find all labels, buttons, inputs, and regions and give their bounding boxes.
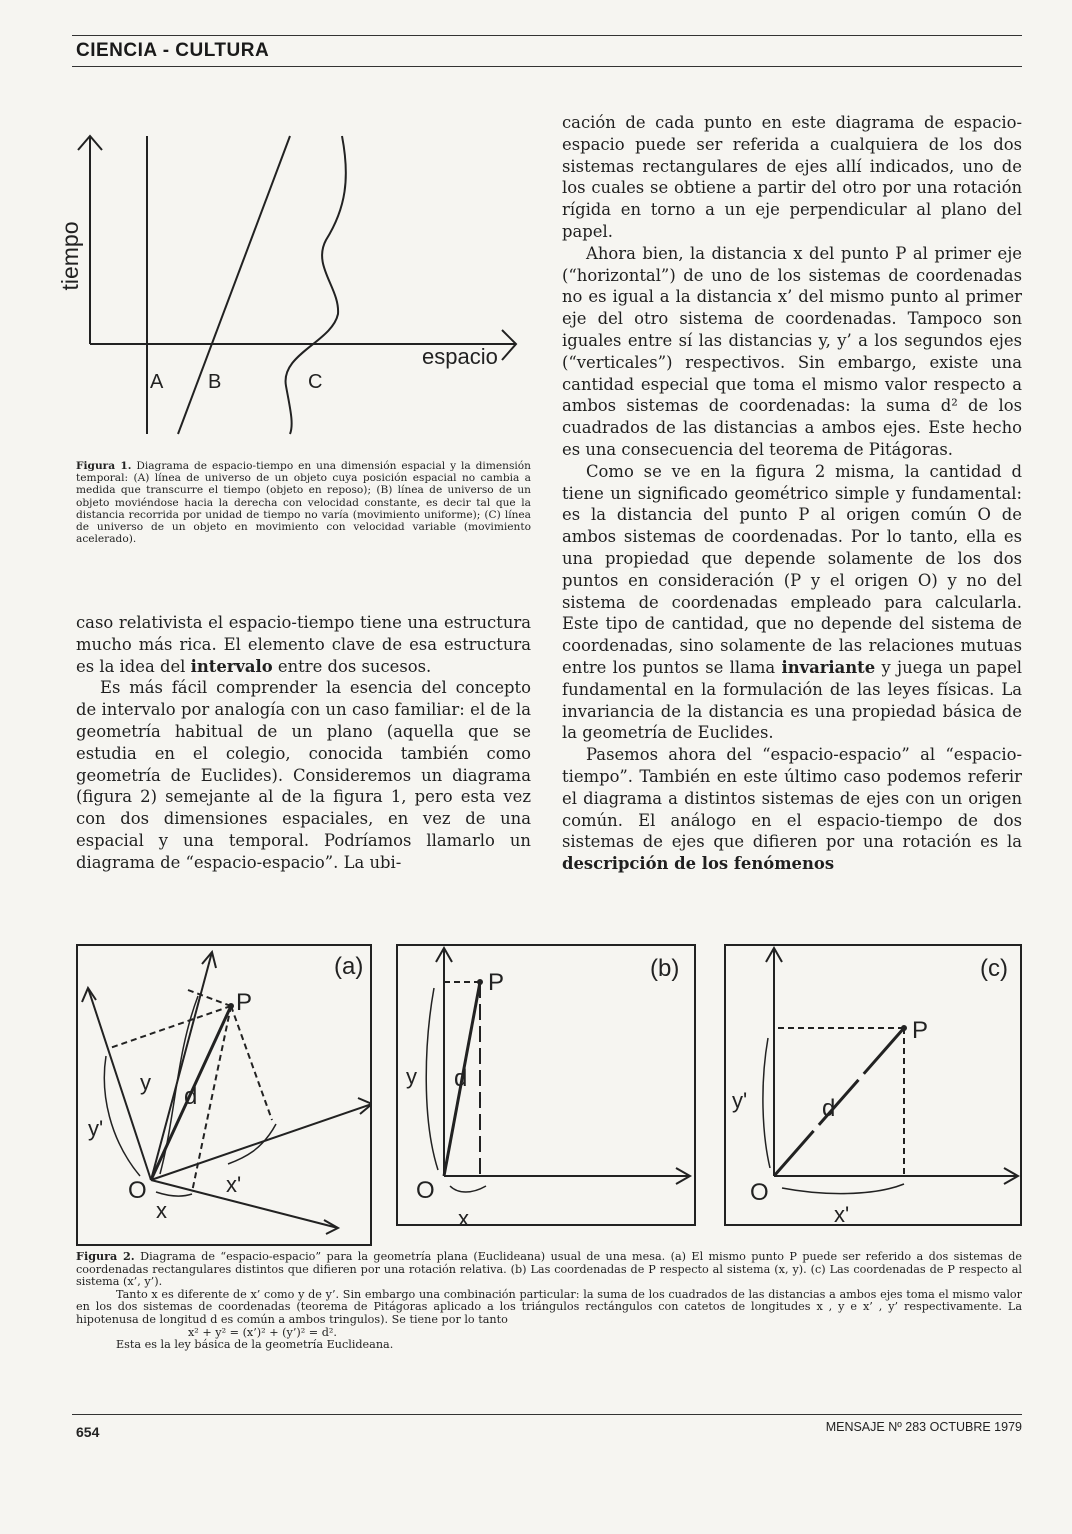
left-column	[76, 612, 531, 874]
panel-a-x: x	[156, 1198, 167, 1223]
axis-time-label: tiempo	[57, 221, 83, 291]
figure-2-caption-label: Figura 2.	[76, 1249, 135, 1263]
figure-2-panel-c	[724, 944, 1022, 1246]
figure-1-caption-text: Diagrama de espacio-tiempo en una dimensión espacial y la dimensión temporal: (A) línea de universo de un objeto cuya posición espacial no cambia a medida que transcurre el tiempo (objeto en reposo); (B) línea de universo de un objeto moviéndose hacia la derecha con velocidad constante, es decir tal que la distancia recorrida por unidad de tiempo no varía (movimiento uniforme); (C) línea de universo de un objeto en movimiento con velocidad variable (movimiento acelerado).	[76, 460, 531, 546]
world-line-b	[178, 136, 290, 434]
panel-b-origin: O	[416, 1177, 435, 1204]
figure-2-caption-third: Esta es la ley básica de la geometría Euclideana.	[116, 1338, 394, 1352]
panel-c-tag: (c)	[980, 955, 1008, 982]
page-number: 654	[76, 1424, 100, 1440]
figure-2-caption-second: Tanto x es diferente de x’ como y de y’. Sin embargo una combinación particular: la suma de los cuadrados de las distancias a ambos ejes toma el mismo valor en los dos sistemas de coordenadas (teorema de Pitágoras aplicado a los triángulos rectángulos con catetos de longitudes x , y e x’ , y’ respectivamente. La hipotenusa de longitud d es común a ambos tringulos). Se tiene por lo tanto	[76, 1287, 1022, 1326]
panel-b-tag: (b)	[650, 955, 680, 982]
figure-2-caption-main	[76, 1250, 1022, 1289]
figure-2-panel-a	[76, 944, 372, 1246]
left-paragraph-1	[76, 612, 531, 677]
panel-b-point-p: P	[488, 969, 505, 996]
left-p1-text-a: caso relativista el espacio-tiempo tiene una estructura mucho más rica. El elemento clave de esa estructura es la idea del	[76, 613, 531, 676]
right-p4-bold: descripción de los fenómenos	[562, 854, 835, 874]
figure-1-diagram	[50, 128, 530, 440]
figure-1-caption-label: Figura 1.	[76, 460, 132, 472]
label-c: C	[308, 371, 323, 393]
panel-b-x: x	[458, 1206, 469, 1231]
panel-a-d: d	[184, 1083, 198, 1110]
panel-a-origin: O	[128, 1177, 147, 1204]
footer-rule	[72, 1414, 1022, 1415]
right-paragraph-2: Ahora bien, la distancia x del punto P al primer eje (“horizontal”) de uno de los sistemas de coordenadas no es igual a la distancia x’ del mismo punto al primer eje del otro sistema de coordenadas. Tampoco son iguales entre sí las distancias y, y’ a los segundos ejes (“verticales”) respectivos. Sin embargo, existe una cantidad especial que toma el mismo valor respecto a ambos sistemas de coordenadas: la suma d² de los cuadrados de las distancias a ambos ejes. Este hecho es una consecuencia del teorema de Pitágoras.	[562, 243, 1022, 459]
section-title: CIENCIA - CULTURA	[76, 40, 270, 61]
right-p3-bold: invariante	[781, 657, 876, 677]
right-p4-text-a: Pasemos ahora del “espacio-espacio” al “espacio-tiempo”. También en este último caso podemos referir el diagrama a distintos sistemas de ejes con un origen común. El análogo en el espacio-tiempo de dos sistemas de ejes que difieren por una rotación es la	[562, 745, 1022, 852]
left-p1-text-c: entre dos sucesos.	[272, 656, 432, 676]
panel-c-x-prime: x'	[834, 1202, 850, 1227]
figure-2-panel-b	[396, 944, 696, 1246]
panel-b-y: y	[406, 1064, 417, 1089]
panel-a-tag: (a)	[334, 953, 364, 980]
panel-a-y-prime: y'	[88, 1116, 104, 1141]
right-p3-text-a: Como se ve en la figura 2 misma, la cantidad d tiene un significado geométrico simple y fundamental: es la distancia del punto P al origen común O de ambos sistemas de coordenadas. Por lo tanto, ella es una propiedad que depende solamente de los dos puntos en consideración (P y el origen O) y no del sistema de coordenadas empleado para calcularla. Este tipo de cantidad, que no depende del sistema de coordenadas, sino solamente de las relaciones mutuas entre los puntos se llama	[562, 461, 1022, 677]
left-paragraph-2: Es más fácil comprender la esencia del concepto de intervalo por analogía con un caso familiar: el de la geometría habitual de un plano (aquella que se estudia en el colegio, conocida también como geometría de Euclides). Consideremos un diagrama (figura 2) semejante al de la figura 1, pero esta vez con dos dimensiones espaciales, en vez de una espacial y una temporal. Podríamos llamarlo un diagrama de “espacio-espacio”. La ubi-	[76, 678, 531, 872]
panel-b-d: d	[454, 1065, 468, 1092]
figure-2-equation: x² + y² = (x’)² + (y’)² = d².	[188, 1325, 337, 1339]
left-p1-bold: intervalo	[190, 656, 273, 676]
right-column	[562, 112, 1022, 875]
panel-c-origin: O	[750, 1179, 769, 1206]
panel-c-point-p: P	[912, 1017, 929, 1044]
figure-1-caption	[76, 460, 531, 545]
panel-c-d: d	[822, 1095, 836, 1122]
label-a: A	[150, 371, 164, 393]
right-paragraph-1: cación de cada punto en este diagrama de espacio-espacio puede ser referida a cualquiera de los dos sistemas rectangulares de ejes allí indicados, uno de los cuales se obtiene a partir del otro por una rotación rígida en torno a un eje perpendicular al plano del papel.	[562, 113, 1022, 241]
label-b: B	[208, 371, 222, 393]
panel-a-x-prime: x'	[226, 1172, 242, 1197]
top-rule	[72, 35, 1022, 36]
figure-2-caption	[76, 1250, 1022, 1352]
right-paragraph-4	[562, 744, 1022, 875]
right-p3-text-c: y juega un papel fundamental en la formulación de las leyes físicas. La invariancia de la distancia es una propiedad básica de la geometría de Euclides.	[562, 657, 1023, 743]
header-rule	[72, 66, 1022, 67]
panel-a-point-p: P	[236, 989, 253, 1016]
right-paragraph-3	[562, 461, 1022, 744]
issue-info: MENSAJE Nº 283 OCTUBRE 1979	[825, 1420, 1022, 1434]
figure-2-caption-text: Diagrama de “espacio-espacio” para la geometría plana (Euclideana) usual de una mesa. (a) El mismo punto P puede ser referido a dos sistemas de coordenadas rectangulares distintos que difieren por una rotación relativa. (b) Las coordenadas de P respecto al sistema (x, y). (c) Las coordenadas de P respecto al sistema (x’, y’).	[76, 1250, 1023, 1289]
panel-a-y: y	[140, 1070, 151, 1095]
axis-space-label: espacio	[422, 344, 498, 369]
panel-c-y-prime: y'	[732, 1088, 748, 1113]
